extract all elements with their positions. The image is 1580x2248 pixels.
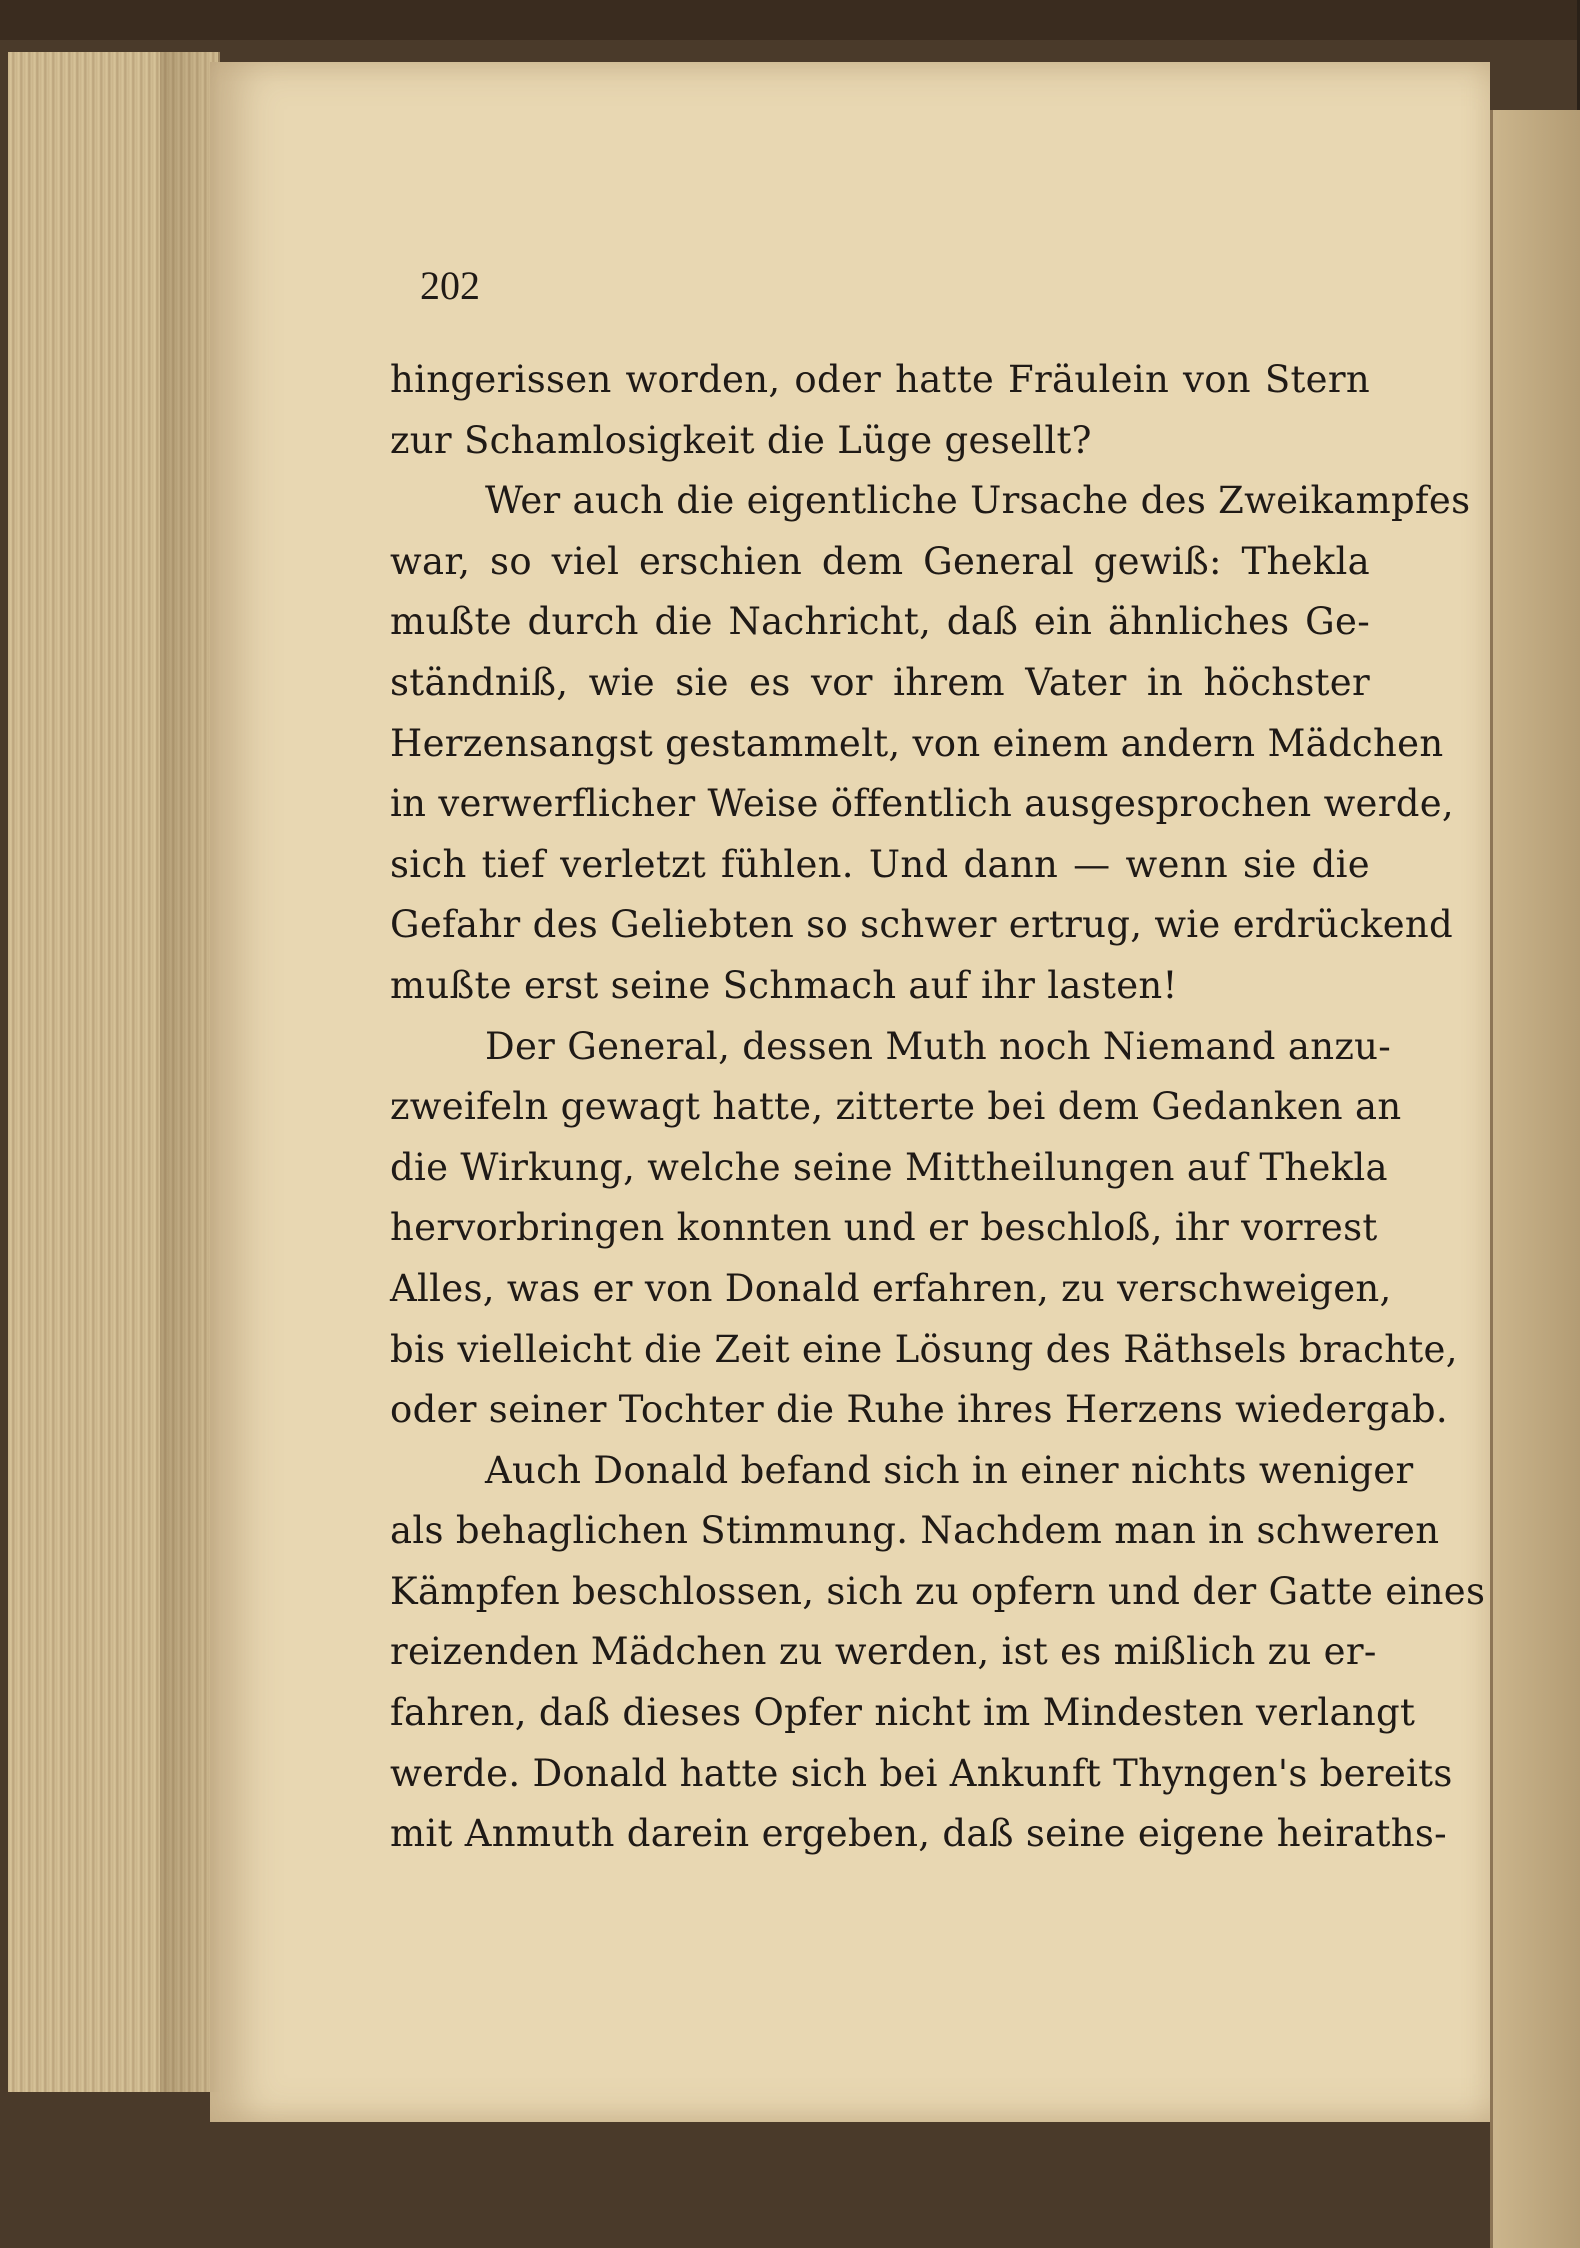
text-line: mußte erst seine Schmach auf ihr lasten! xyxy=(390,963,1178,1007)
page-number: 202 xyxy=(420,263,480,308)
text-line: bis vielleicht die Zeit eine Lösung des Räthsels brachte, xyxy=(390,1327,1458,1371)
text-line: hingerissen worden, oder hatte Fräulein von Stern xyxy=(390,358,1370,401)
text-line: die Wirkung, welche seine Mittheilungen auf Thekla xyxy=(390,1145,1388,1189)
text-line: als behaglichen Stimmung. Nachdem man in schweren xyxy=(390,1509,1440,1553)
text-line: Wer auch die eigentliche Ursache des Zweikampfes xyxy=(485,479,1471,523)
text-line: Gefahr des Geliebten so schwer ertrug, wie erdrückend xyxy=(390,903,1454,947)
text-line: fahren, daß dieses Opfer nicht im Mindesten verlangt xyxy=(390,1691,1416,1735)
text-line: in verwerflicher Weise öffentlich ausgesprochen werde, xyxy=(390,782,1454,826)
page-text xyxy=(390,350,1486,1865)
text-line: sich tief verletzt fühlen. Und dann — wenn sie die xyxy=(390,842,1370,886)
text-line: Alles, was er von Donald erfahren, zu verschweigen, xyxy=(390,1266,1392,1310)
text-line: Herzensangst gestammelt, von einem andern Mädchen xyxy=(390,721,1444,765)
text-line: werde. Donald hatte sich bei Ankunft Thyngen's bereits xyxy=(390,1751,1453,1795)
text-line: oder seiner Tochter die Ruhe ihres Herzens wiedergab. xyxy=(390,1388,1448,1432)
text-line: Auch Donald befand sich in einer nichts weniger xyxy=(485,1448,1414,1492)
gutter-shadow xyxy=(160,52,220,2092)
text-line: hervorbringen konnten und er beschloß, ihr vorrest xyxy=(390,1206,1378,1250)
right-cover-edge xyxy=(1490,110,1580,2248)
text-line: mußte durch die Nachricht, daß ein ähnliches Ge- xyxy=(390,600,1370,644)
text-line: zur Schamlosigkeit die Lüge gesellt? xyxy=(390,418,1092,462)
text-line: Kämpfen beschlossen, sich zu opfern und der Gatte eines xyxy=(390,1569,1486,1613)
text-line: ständniß, wie sie es vor ihrem Vater in höchster xyxy=(390,660,1370,704)
text-line: mit Anmuth darein ergeben, daß seine eigene heiraths- xyxy=(390,1812,1447,1856)
text-line: reizenden Mädchen zu werden, ist es mißlich zu er- xyxy=(390,1630,1377,1674)
text-line: war, so viel erschien dem General gewiß: Thekla xyxy=(390,539,1370,583)
text-line: Der General, dessen Muth noch Niemand anzu- xyxy=(485,1024,1392,1068)
text-line: zweifeln gewagt hatte, zitterte bei dem Gedanken an xyxy=(390,1085,1402,1129)
